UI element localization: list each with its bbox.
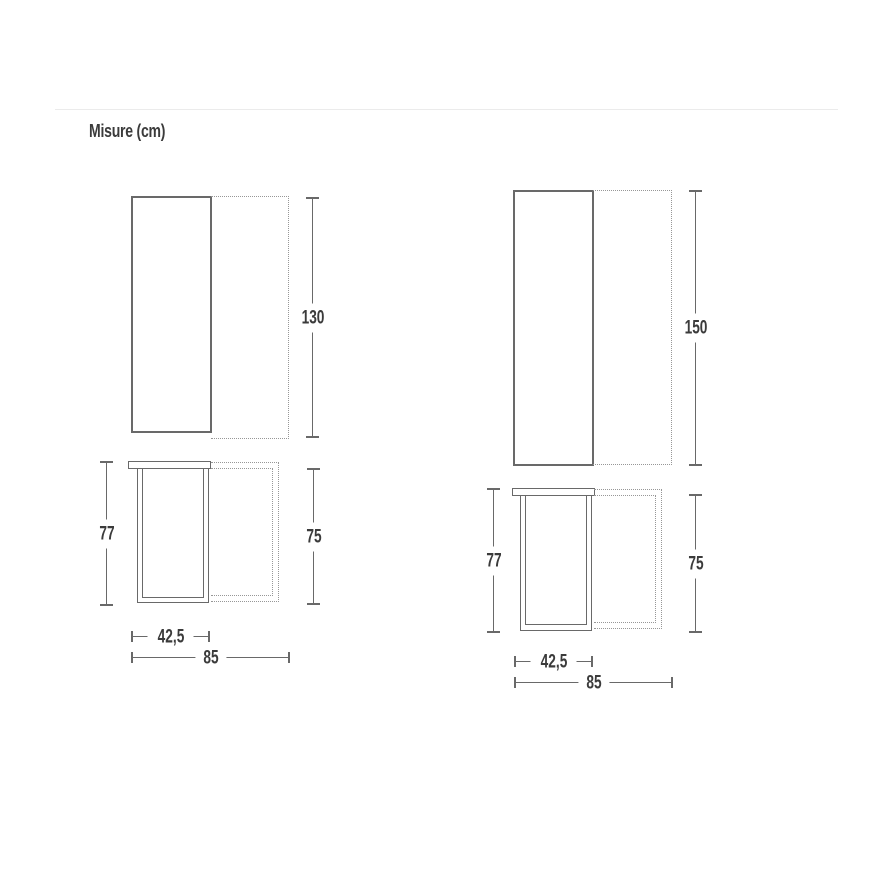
dimension-label: 85: [195, 648, 226, 667]
total-width-dimension: [514, 672, 673, 693]
desk-frame-inner: [142, 468, 204, 598]
desk-width-dimension: [131, 626, 210, 647]
desk-frame-inner: [525, 495, 587, 625]
desk-width-dimension: [514, 651, 593, 672]
header-divider: [55, 109, 838, 110]
dimension-cap: [288, 652, 290, 663]
dimension-label: 77: [96, 519, 117, 548]
dimension-cap: [306, 197, 319, 199]
dimension-cap: [689, 494, 702, 496]
cabinet-extension-dotted: [593, 190, 672, 465]
dimension-cap: [208, 631, 210, 642]
dimension-cap: [689, 190, 702, 192]
page-title: Misure (cm): [89, 121, 166, 141]
dimension-label: 150: [680, 314, 712, 343]
extension-height-dimension: [307, 468, 320, 605]
dimension-cap: [131, 631, 133, 642]
dimension-cap: [689, 464, 702, 466]
dimension-cap: [487, 631, 500, 633]
dimension-cap: [591, 656, 593, 667]
desk-height-dimension: [487, 488, 500, 633]
dimension-cap: [689, 631, 702, 633]
dimension-label: 130: [297, 303, 329, 332]
dimension-cap: [100, 461, 113, 463]
total-width-dimension: [131, 647, 290, 668]
cabinet-front-solid: [131, 196, 212, 433]
cabinet-height-dimension: [301, 197, 324, 438]
dimension-label: 75: [303, 522, 324, 551]
dimension-cap: [306, 436, 319, 438]
extension-height-dimension: [689, 494, 702, 633]
dimension-cap: [514, 677, 516, 688]
dimension-cap: [307, 468, 320, 470]
dimension-cap: [100, 604, 113, 606]
dimension-label: 42,5: [147, 627, 194, 646]
dimension-cap: [671, 677, 673, 688]
dimension-cap: [131, 652, 133, 663]
dimension-cap: [487, 488, 500, 490]
cabinet-front-solid: [513, 190, 594, 466]
desk-extension-dotted-inner: [594, 495, 656, 623]
desk-height-dimension: [100, 461, 113, 606]
dimension-label: 75: [685, 549, 706, 578]
dimension-label: 42,5: [530, 652, 577, 671]
dimension-cap: [307, 603, 320, 605]
dimension-label: 77: [483, 546, 504, 575]
dimension-cap: [514, 656, 516, 667]
dimension-label: 85: [578, 673, 609, 692]
desk-extension-dotted-inner: [211, 468, 273, 596]
cabinet-extension-dotted: [211, 196, 289, 439]
cabinet-height-dimension: [684, 190, 707, 466]
